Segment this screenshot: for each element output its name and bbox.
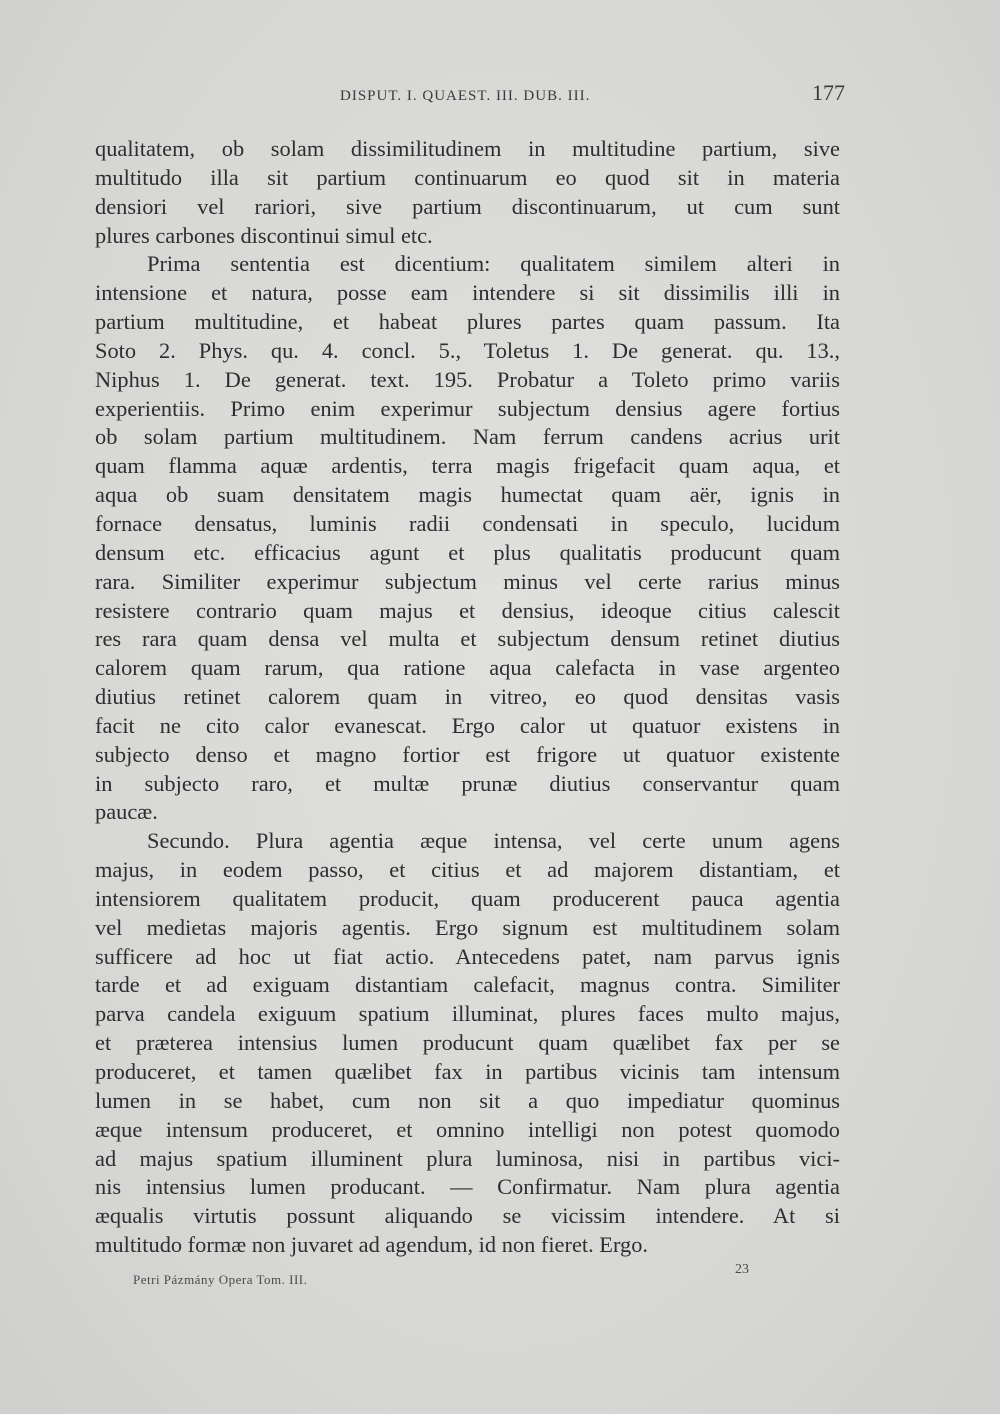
- text-line: aqua ob suam densitatem magis humectat quam aër, ignis in: [95, 482, 840, 508]
- text-line: facit ne cito calor evanescat. Ergo calor ut quatuor existens in: [95, 712, 840, 738]
- text-line: fornace densatus, luminis radii condensati in speculo, lucidum: [95, 510, 840, 536]
- text-line: æqualis virtutis possunt aliquando se vicissim intendere. At si: [95, 1203, 840, 1229]
- text-line: densum etc. efficacius agunt et plus qualitatis producunt quam: [95, 539, 840, 565]
- text-line: diutius retinet calorem quam in vitreo, eo quod densitas vasis: [95, 684, 840, 710]
- footer-signature: Petri Pázmány Opera Tom. III.: [133, 1272, 308, 1287]
- text-line: ad majus spatium illuminent plura luminosa, nisi in partibus vici-: [95, 1145, 840, 1171]
- text-line: ob solam partium multitudinem. Nam ferrum candens acrius urit: [95, 424, 840, 450]
- text-line: vel medietas majoris agentis. Ergo signum est multitudinem solam: [95, 914, 840, 940]
- text-line: produceret, et tamen quælibet fax in partibus vicinis tam intensum: [95, 1059, 840, 1084]
- text-line: densiori vel rariori, sive partium discontinuarum, ut cum sunt: [95, 193, 840, 219]
- page-number: 177: [812, 80, 845, 105]
- text-line: sufficere ad hoc ut fiat actio. Antecedens patet, nam parvus ignis: [95, 943, 840, 969]
- text-line: intensiorem qualitatem producit, quam producerent pauca agentia: [95, 885, 840, 911]
- text-line: Niphus 1. De generat. text. 195. Probatur a Toleto primo variis: [95, 366, 840, 392]
- text-line: Secundo. Plura agentia æque intensa, vel certe unum agens: [147, 828, 840, 854]
- text-line: subjecto denso et magno fortior est frigore ut quatuor existente: [95, 741, 840, 767]
- text-line: intensione et natura, posse eam intendere si sit dissimilis illi in: [95, 280, 840, 306]
- text-line: nis intensius lumen producant. — Confirmatur. Nam plura agentia: [95, 1174, 840, 1200]
- text-line: æque intensum produceret, et omnino intelligi non potest quomodo: [95, 1116, 840, 1142]
- text-line: calorem quam rarum, qua ratione aqua calefacta in vase argenteo: [95, 655, 840, 681]
- text-line: multitudo illa sit partium continuarum eo quod sit in materia: [95, 164, 840, 190]
- text-line: in subjecto raro, et multæ prunæ diutius conservantur quam: [95, 770, 840, 796]
- text-line: plures carbones discontinui simul etc.: [95, 222, 433, 248]
- text-line: experientiis. Primo enim experimur subjectum densius agere fortius: [95, 395, 840, 421]
- text-line: paucæ.: [95, 799, 158, 825]
- text-line: res rara quam densa vel multa et subjectum densum retinet diutius: [95, 626, 840, 652]
- text-line: partium multitudine, et habeat plures partes quam passum. Ita: [95, 309, 840, 335]
- text-line: Prima sententia est dicentium: qualitatem similem alteri in: [147, 251, 840, 277]
- text-line: rara. Similiter experimur subjectum minus vel certe rarius minus: [95, 568, 840, 594]
- signature-mark: 23: [735, 1262, 749, 1277]
- text-line: majus, in eodem passo, et citius et ad majorem distantiam, et: [95, 857, 840, 883]
- text-line: qualitatem, ob solam dissimilitudinem in multitudine partium, sive: [95, 136, 840, 161]
- text-line: resistere contrario quam majus et densius, ideoque citius calescit: [95, 597, 840, 623]
- text-line: tarde et ad exiguam distantiam calefacit, magnus contra. Similiter: [95, 972, 840, 998]
- running-head: DISPUT. I. QUAEST. III. DUB. III.: [340, 88, 591, 104]
- body-text: [95, 135, 840, 1260]
- text-line: quam flamma aquæ ardentis, terra magis frigefacit quam aqua, et: [95, 453, 840, 479]
- text-line: parva candela exiguum spatium illuminat, plures faces multo majus,: [95, 1001, 840, 1027]
- text-line: et præterea intensius lumen producunt quam quælibet fax per se: [95, 1030, 840, 1056]
- text-line: multitudo formæ non juvaret ad agendum, id non fieret. Ergo.: [95, 1232, 649, 1258]
- text-line: Soto 2. Phys. qu. 4. concl. 5., Toletus 1. De generat. qu. 13.,: [95, 337, 840, 363]
- text-line: lumen in se habet, cum non sit a quo impediatur quominus: [95, 1087, 840, 1113]
